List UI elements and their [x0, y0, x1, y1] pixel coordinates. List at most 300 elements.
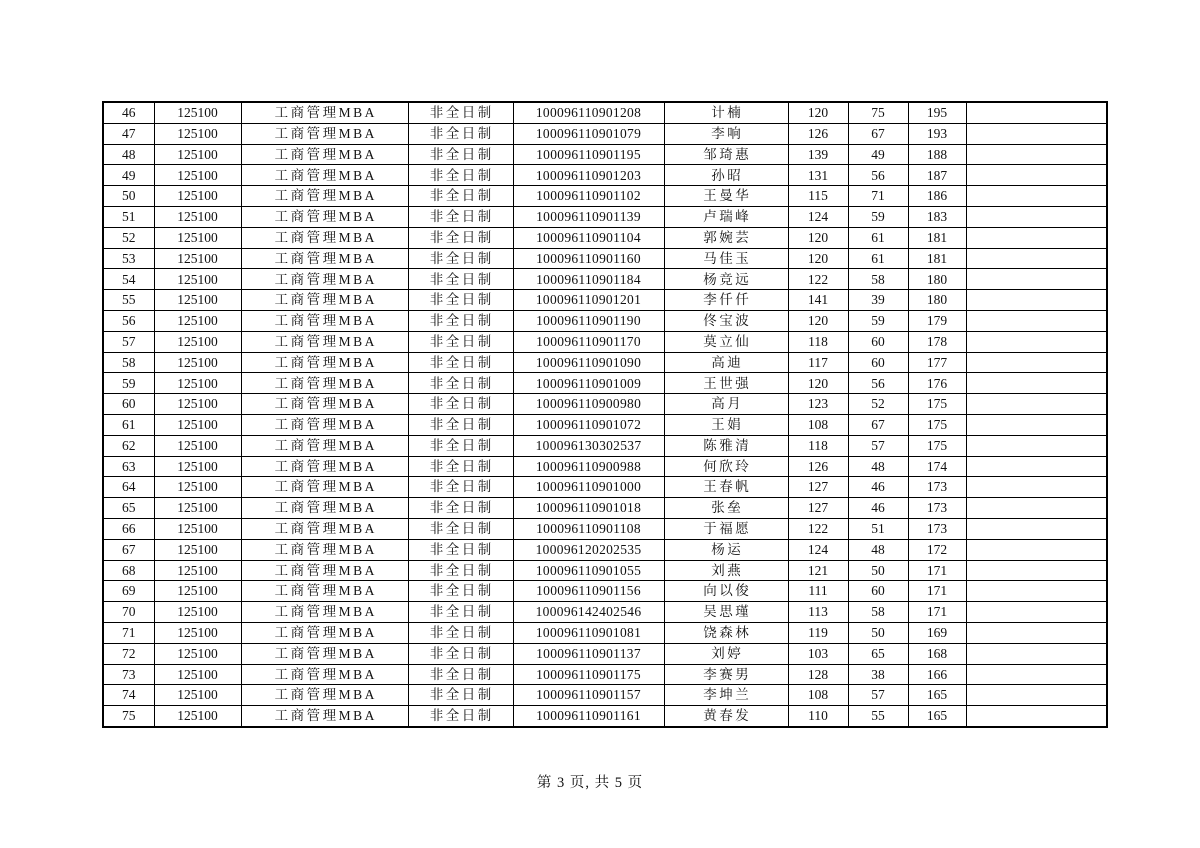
cell-score2: 50 [848, 622, 908, 643]
table-row [103, 310, 1107, 331]
cell-exam_id: 100096110901157 [513, 685, 664, 706]
cell-name: 王世强 [664, 373, 788, 394]
cell-total: 173 [908, 477, 966, 498]
cell-name: 马佳玉 [664, 248, 788, 269]
cell-score2: 52 [848, 394, 908, 415]
cell-no: 71 [103, 622, 154, 643]
cell-major_name: 工商管理MBA [241, 518, 408, 539]
cell-exam_id: 100096110901137 [513, 643, 664, 664]
cell-major_name: 工商管理MBA [241, 352, 408, 373]
cell-score1: 127 [788, 477, 848, 498]
cell-blank [966, 123, 1107, 144]
table-row [103, 373, 1107, 394]
cell-major_code: 125100 [154, 622, 241, 643]
cell-blank [966, 560, 1107, 581]
cell-major_name: 工商管理MBA [241, 643, 408, 664]
cell-major_name: 工商管理MBA [241, 186, 408, 207]
cell-major_code: 125100 [154, 227, 241, 248]
cell-major_code: 125100 [154, 310, 241, 331]
cell-major_code: 125100 [154, 144, 241, 165]
cell-total: 171 [908, 581, 966, 602]
cell-exam_id: 100096130302537 [513, 435, 664, 456]
cell-exam_id: 100096110901072 [513, 414, 664, 435]
cell-score1: 123 [788, 394, 848, 415]
cell-total: 186 [908, 186, 966, 207]
cell-major_code: 125100 [154, 498, 241, 519]
cell-blank [966, 352, 1107, 373]
cell-no: 58 [103, 352, 154, 373]
cell-major_name: 工商管理MBA [241, 664, 408, 685]
cell-major_code: 125100 [154, 248, 241, 269]
cell-blank [966, 144, 1107, 165]
cell-blank [966, 685, 1107, 706]
cell-exam_id: 100096142402546 [513, 602, 664, 623]
cell-score1: 131 [788, 165, 848, 186]
cell-no: 67 [103, 539, 154, 560]
cell-study_mode: 非全日制 [408, 435, 513, 456]
cell-total: 181 [908, 248, 966, 269]
cell-no: 65 [103, 498, 154, 519]
cell-total: 180 [908, 269, 966, 290]
table-row [103, 539, 1107, 560]
cell-name: 郭婉芸 [664, 227, 788, 248]
cell-study_mode: 非全日制 [408, 373, 513, 394]
cell-major_code: 125100 [154, 602, 241, 623]
cell-score1: 126 [788, 456, 848, 477]
cell-study_mode: 非全日制 [408, 290, 513, 311]
cell-blank [966, 373, 1107, 394]
cell-exam_id: 100096110901102 [513, 186, 664, 207]
cell-score1: 128 [788, 664, 848, 685]
cell-score1: 122 [788, 269, 848, 290]
cell-no: 70 [103, 602, 154, 623]
cell-total: 183 [908, 206, 966, 227]
cell-name: 陈雅清 [664, 435, 788, 456]
cell-name: 王娟 [664, 414, 788, 435]
cell-score1: 120 [788, 102, 848, 123]
cell-exam_id: 100096110901184 [513, 269, 664, 290]
cell-score2: 55 [848, 706, 908, 727]
cell-no: 47 [103, 123, 154, 144]
cell-score2: 58 [848, 269, 908, 290]
cell-blank [966, 165, 1107, 186]
cell-major_name: 工商管理MBA [241, 206, 408, 227]
cell-score1: 103 [788, 643, 848, 664]
cell-score1: 119 [788, 622, 848, 643]
cell-total: 171 [908, 602, 966, 623]
cell-no: 63 [103, 456, 154, 477]
page-footer: 第 3 页, 共 5 页 [536, 775, 644, 791]
cell-exam_id: 100096110901175 [513, 664, 664, 685]
cell-exam_id: 100096110901079 [513, 123, 664, 144]
cell-name: 吴思瑾 [664, 602, 788, 623]
cell-study_mode: 非全日制 [408, 144, 513, 165]
cell-no: 64 [103, 477, 154, 498]
cell-study_mode: 非全日制 [408, 331, 513, 352]
cell-score1: 121 [788, 560, 848, 581]
cell-total: 187 [908, 165, 966, 186]
cell-major_code: 125100 [154, 456, 241, 477]
cell-major_name: 工商管理MBA [241, 685, 408, 706]
cell-score2: 59 [848, 310, 908, 331]
cell-study_mode: 非全日制 [408, 123, 513, 144]
cell-major_name: 工商管理MBA [241, 560, 408, 581]
cell-total: 175 [908, 414, 966, 435]
cell-blank [966, 414, 1107, 435]
cell-exam_id: 100096110901208 [513, 102, 664, 123]
cell-study_mode: 非全日制 [408, 706, 513, 727]
cell-no: 72 [103, 643, 154, 664]
cell-no: 54 [103, 269, 154, 290]
table-row [103, 290, 1107, 311]
cell-total: 165 [908, 685, 966, 706]
cell-major_name: 工商管理MBA [241, 165, 408, 186]
cell-name: 卢瑞峰 [664, 206, 788, 227]
cell-exam_id: 100096110901009 [513, 373, 664, 394]
cell-no: 48 [103, 144, 154, 165]
cell-exam_id: 100096110901000 [513, 477, 664, 498]
cell-score2: 67 [848, 123, 908, 144]
table-row [103, 102, 1107, 123]
cell-blank [966, 394, 1107, 415]
cell-blank [966, 498, 1107, 519]
cell-blank [966, 477, 1107, 498]
cell-score2: 65 [848, 643, 908, 664]
cell-exam_id: 100096110901156 [513, 581, 664, 602]
cell-study_mode: 非全日制 [408, 186, 513, 207]
cell-major_name: 工商管理MBA [241, 144, 408, 165]
cell-study_mode: 非全日制 [408, 310, 513, 331]
cell-study_mode: 非全日制 [408, 269, 513, 290]
cell-study_mode: 非全日制 [408, 206, 513, 227]
cell-name: 王曼华 [664, 186, 788, 207]
cell-name: 李仟仟 [664, 290, 788, 311]
cell-score2: 60 [848, 352, 908, 373]
cell-blank [966, 290, 1107, 311]
cell-study_mode: 非全日制 [408, 539, 513, 560]
cell-score2: 75 [848, 102, 908, 123]
table-row [103, 664, 1107, 685]
cell-no: 59 [103, 373, 154, 394]
cell-score2: 57 [848, 435, 908, 456]
table-row [103, 706, 1107, 727]
cell-score1: 118 [788, 331, 848, 352]
cell-score2: 38 [848, 664, 908, 685]
cell-exam_id: 100096110900980 [513, 394, 664, 415]
cell-blank [966, 706, 1107, 727]
cell-major_code: 125100 [154, 186, 241, 207]
cell-blank [966, 622, 1107, 643]
cell-score1: 141 [788, 290, 848, 311]
cell-score1: 122 [788, 518, 848, 539]
table-row [103, 227, 1107, 248]
cell-name: 张垒 [664, 498, 788, 519]
table-row [103, 498, 1107, 519]
cell-major_code: 125100 [154, 165, 241, 186]
cell-no: 73 [103, 664, 154, 685]
cell-no: 55 [103, 290, 154, 311]
table-row [103, 352, 1107, 373]
cell-major_code: 125100 [154, 664, 241, 685]
cell-major_name: 工商管理MBA [241, 498, 408, 519]
cell-total: 165 [908, 706, 966, 727]
cell-major_code: 125100 [154, 477, 241, 498]
cell-no: 75 [103, 706, 154, 727]
cell-score2: 49 [848, 144, 908, 165]
cell-major_code: 125100 [154, 685, 241, 706]
cell-blank [966, 602, 1107, 623]
cell-name: 高迪 [664, 352, 788, 373]
cell-major_code: 125100 [154, 290, 241, 311]
cell-total: 168 [908, 643, 966, 664]
table-row [103, 435, 1107, 456]
cell-major_code: 125100 [154, 518, 241, 539]
cell-no: 53 [103, 248, 154, 269]
cell-name: 何欣玲 [664, 456, 788, 477]
cell-score1: 118 [788, 435, 848, 456]
cell-study_mode: 非全日制 [408, 477, 513, 498]
cell-study_mode: 非全日制 [408, 560, 513, 581]
cell-score2: 57 [848, 685, 908, 706]
cell-major_code: 125100 [154, 560, 241, 581]
cell-major_name: 工商管理MBA [241, 435, 408, 456]
table-row [103, 456, 1107, 477]
cell-exam_id: 100096110901104 [513, 227, 664, 248]
cell-exam_id: 100096110901190 [513, 310, 664, 331]
cell-score2: 67 [848, 414, 908, 435]
cell-total: 169 [908, 622, 966, 643]
cell-exam_id: 100096110900988 [513, 456, 664, 477]
cell-major_name: 工商管理MBA [241, 477, 408, 498]
cell-score1: 120 [788, 248, 848, 269]
cell-score2: 59 [848, 206, 908, 227]
cell-no: 68 [103, 560, 154, 581]
cell-major_code: 125100 [154, 269, 241, 290]
cell-name: 李响 [664, 123, 788, 144]
cell-exam_id: 100096120202535 [513, 539, 664, 560]
cell-name: 高月 [664, 394, 788, 415]
cell-score2: 46 [848, 498, 908, 519]
cell-study_mode: 非全日制 [408, 518, 513, 539]
cell-study_mode: 非全日制 [408, 102, 513, 123]
cell-score1: 120 [788, 310, 848, 331]
cell-major_name: 工商管理MBA [241, 290, 408, 311]
cell-blank [966, 435, 1107, 456]
cell-exam_id: 100096110901160 [513, 248, 664, 269]
cell-exam_id: 100096110901139 [513, 206, 664, 227]
cell-exam_id: 100096110901170 [513, 331, 664, 352]
results-table-body [103, 102, 1107, 727]
table-row [103, 123, 1107, 144]
cell-exam_id: 100096110901055 [513, 560, 664, 581]
cell-exam_id: 100096110901201 [513, 290, 664, 311]
cell-no: 57 [103, 331, 154, 352]
cell-name: 李赛男 [664, 664, 788, 685]
cell-score1: 124 [788, 206, 848, 227]
cell-study_mode: 非全日制 [408, 498, 513, 519]
cell-major_name: 工商管理MBA [241, 248, 408, 269]
table-row [103, 394, 1107, 415]
cell-name: 李坤兰 [664, 685, 788, 706]
cell-score1: 120 [788, 227, 848, 248]
cell-major_code: 125100 [154, 123, 241, 144]
table-row [103, 186, 1107, 207]
cell-major_name: 工商管理MBA [241, 602, 408, 623]
cell-score2: 60 [848, 331, 908, 352]
cell-score2: 48 [848, 539, 908, 560]
cell-major_name: 工商管理MBA [241, 414, 408, 435]
cell-major_name: 工商管理MBA [241, 622, 408, 643]
cell-total: 166 [908, 664, 966, 685]
cell-name: 向以俊 [664, 581, 788, 602]
cell-exam_id: 100096110901203 [513, 165, 664, 186]
cell-major_code: 125100 [154, 435, 241, 456]
cell-major_name: 工商管理MBA [241, 394, 408, 415]
cell-total: 175 [908, 435, 966, 456]
cell-score1: 108 [788, 414, 848, 435]
cell-major_name: 工商管理MBA [241, 102, 408, 123]
cell-exam_id: 100096110901090 [513, 352, 664, 373]
cell-major_name: 工商管理MBA [241, 456, 408, 477]
cell-no: 52 [103, 227, 154, 248]
cell-score2: 51 [848, 518, 908, 539]
cell-score2: 61 [848, 227, 908, 248]
cell-score2: 48 [848, 456, 908, 477]
cell-name: 邹琦惠 [664, 144, 788, 165]
cell-study_mode: 非全日制 [408, 602, 513, 623]
cell-study_mode: 非全日制 [408, 685, 513, 706]
cell-blank [966, 643, 1107, 664]
table-row [103, 581, 1107, 602]
cell-major_code: 125100 [154, 331, 241, 352]
cell-score1: 108 [788, 685, 848, 706]
cell-score2: 56 [848, 373, 908, 394]
cell-major_name: 工商管理MBA [241, 706, 408, 727]
cell-score1: 139 [788, 144, 848, 165]
table-row [103, 144, 1107, 165]
table-row [103, 165, 1107, 186]
cell-score1: 115 [788, 186, 848, 207]
cell-score2: 71 [848, 186, 908, 207]
cell-exam_id: 100096110901161 [513, 706, 664, 727]
table-row [103, 622, 1107, 643]
cell-total: 179 [908, 310, 966, 331]
cell-total: 175 [908, 394, 966, 415]
cell-blank [966, 269, 1107, 290]
cell-no: 69 [103, 581, 154, 602]
cell-score1: 124 [788, 539, 848, 560]
cell-study_mode: 非全日制 [408, 227, 513, 248]
table-row [103, 248, 1107, 269]
cell-blank [966, 518, 1107, 539]
cell-major_name: 工商管理MBA [241, 539, 408, 560]
cell-score2: 61 [848, 248, 908, 269]
cell-study_mode: 非全日制 [408, 414, 513, 435]
cell-study_mode: 非全日制 [408, 352, 513, 373]
cell-blank [966, 664, 1107, 685]
cell-total: 181 [908, 227, 966, 248]
cell-major_code: 125100 [154, 373, 241, 394]
cell-major_name: 工商管理MBA [241, 581, 408, 602]
cell-major_name: 工商管理MBA [241, 227, 408, 248]
cell-score1: 113 [788, 602, 848, 623]
cell-name: 莫立仙 [664, 331, 788, 352]
cell-major_code: 125100 [154, 643, 241, 664]
cell-name: 杨运 [664, 539, 788, 560]
table-row [103, 331, 1107, 352]
cell-total: 188 [908, 144, 966, 165]
cell-score2: 58 [848, 602, 908, 623]
table-row [103, 643, 1107, 664]
cell-no: 60 [103, 394, 154, 415]
cell-blank [966, 248, 1107, 269]
cell-study_mode: 非全日制 [408, 664, 513, 685]
cell-study_mode: 非全日制 [408, 165, 513, 186]
results-table [102, 101, 1108, 728]
cell-name: 于福愿 [664, 518, 788, 539]
cell-score1: 120 [788, 373, 848, 394]
cell-exam_id: 100096110901018 [513, 498, 664, 519]
cell-blank [966, 206, 1107, 227]
cell-score1: 126 [788, 123, 848, 144]
cell-major_code: 125100 [154, 206, 241, 227]
table-row [103, 518, 1107, 539]
table-row [103, 685, 1107, 706]
cell-name: 杨竞远 [664, 269, 788, 290]
cell-no: 49 [103, 165, 154, 186]
cell-major_code: 125100 [154, 414, 241, 435]
cell-major_code: 125100 [154, 102, 241, 123]
cell-name: 饶森林 [664, 622, 788, 643]
cell-total: 174 [908, 456, 966, 477]
cell-blank [966, 227, 1107, 248]
cell-total: 178 [908, 331, 966, 352]
cell-total: 173 [908, 518, 966, 539]
cell-major_code: 125100 [154, 352, 241, 373]
cell-score1: 110 [788, 706, 848, 727]
cell-total: 171 [908, 560, 966, 581]
cell-total: 193 [908, 123, 966, 144]
cell-study_mode: 非全日制 [408, 643, 513, 664]
cell-major_code: 125100 [154, 706, 241, 727]
cell-major_code: 125100 [154, 539, 241, 560]
cell-no: 50 [103, 186, 154, 207]
cell-blank [966, 186, 1107, 207]
cell-blank [966, 310, 1107, 331]
cell-score2: 39 [848, 290, 908, 311]
cell-exam_id: 100096110901081 [513, 622, 664, 643]
cell-score2: 50 [848, 560, 908, 581]
cell-no: 51 [103, 206, 154, 227]
cell-total: 177 [908, 352, 966, 373]
cell-blank [966, 102, 1107, 123]
table-row [103, 269, 1107, 290]
cell-major_name: 工商管理MBA [241, 269, 408, 290]
cell-no: 56 [103, 310, 154, 331]
cell-score1: 111 [788, 581, 848, 602]
cell-blank [966, 331, 1107, 352]
cell-study_mode: 非全日制 [408, 622, 513, 643]
cell-total: 180 [908, 290, 966, 311]
cell-blank [966, 581, 1107, 602]
cell-exam_id: 100096110901108 [513, 518, 664, 539]
cell-major_name: 工商管理MBA [241, 331, 408, 352]
cell-no: 46 [103, 102, 154, 123]
cell-name: 计楠 [664, 102, 788, 123]
cell-major_code: 125100 [154, 394, 241, 415]
cell-total: 176 [908, 373, 966, 394]
cell-blank [966, 539, 1107, 560]
